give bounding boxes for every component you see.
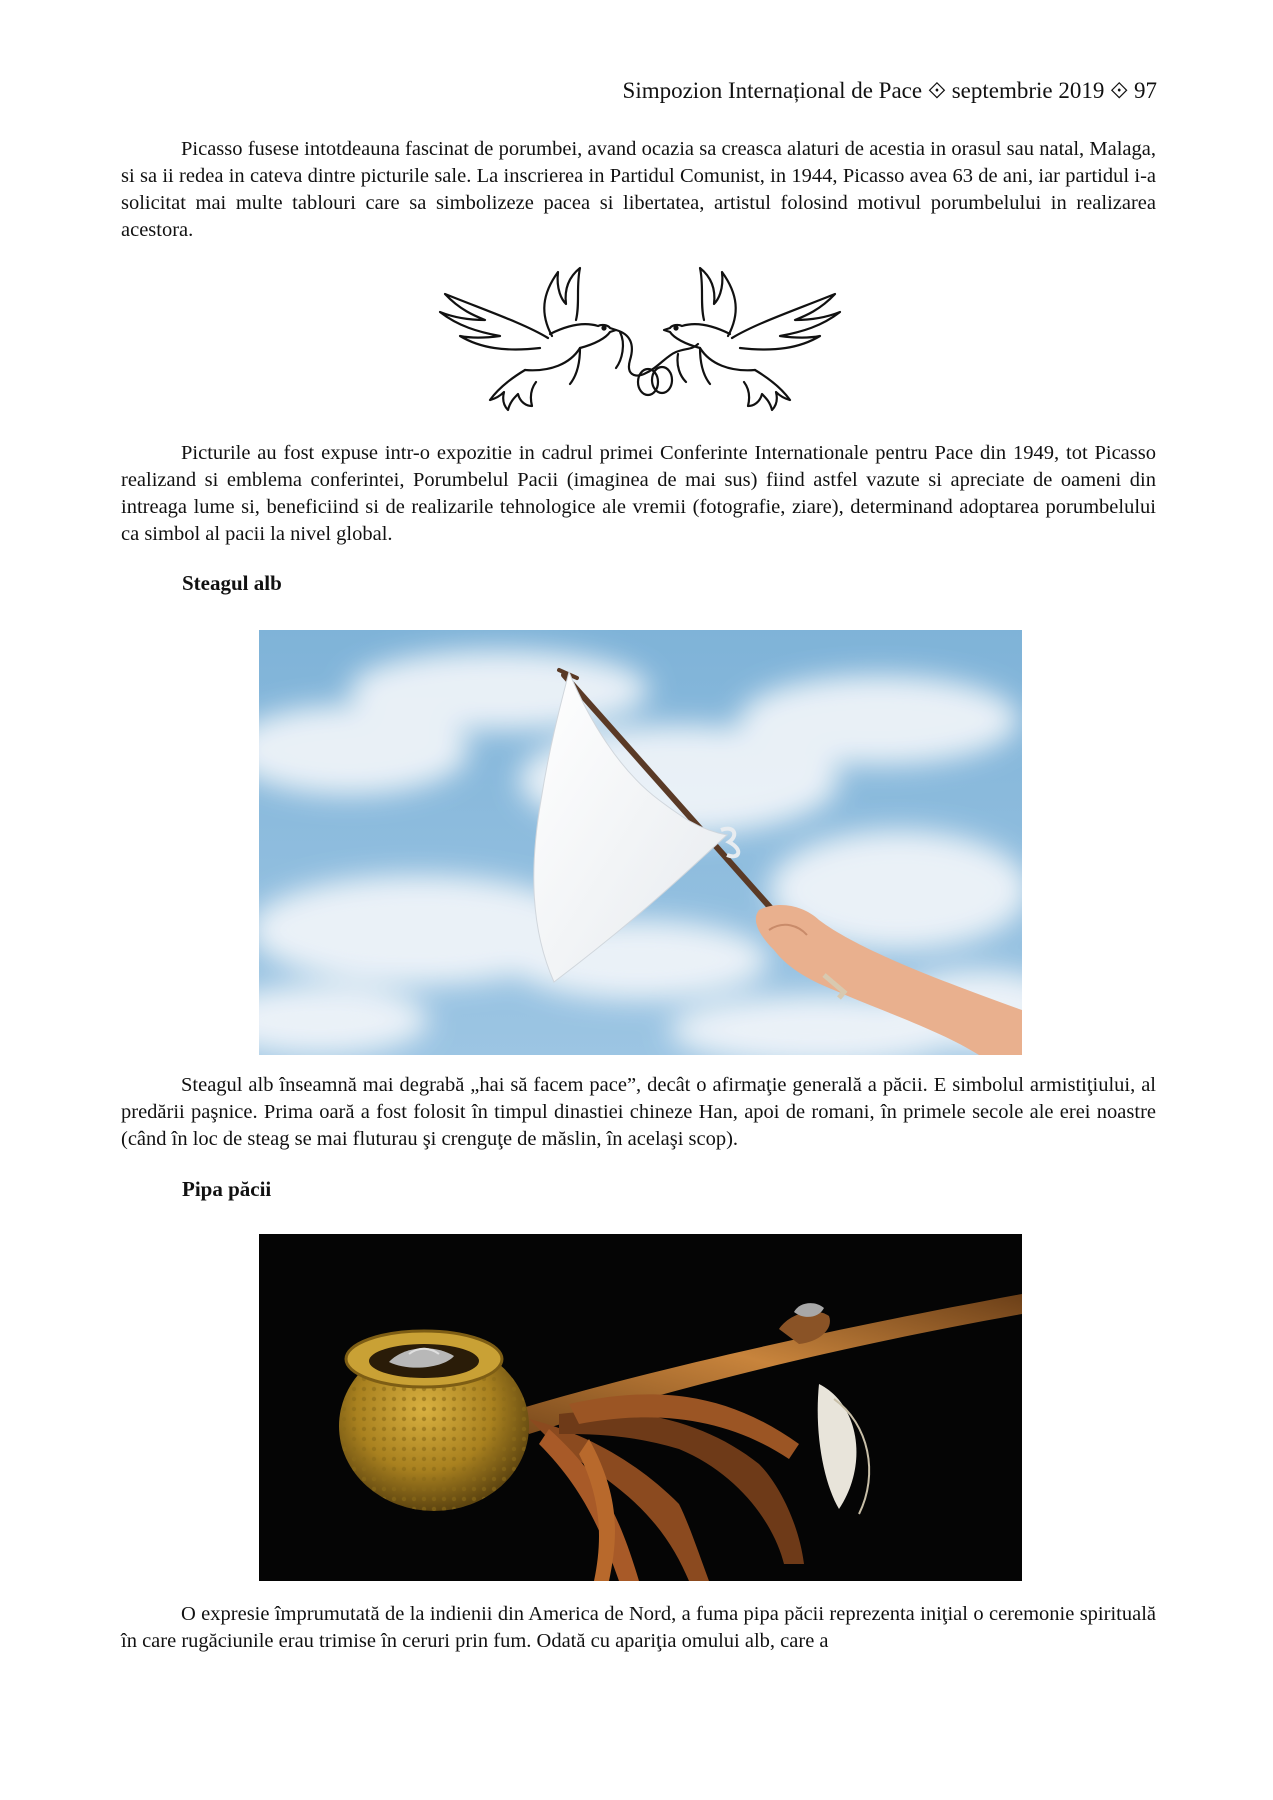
paragraph-picasso-conference: Picturile au fost expuse intr-o expozitie in cadrul primei Conferinte Internationale pentru Pace din 1949, tot Picasso realizand si emblema conferintei, Porumbelul Pacii (imaginea de mai sus) fiind astfel vazute si apreciate de oameni din intreaga lume si, beneficiind si de realizarile tehnologice ale vremii (fotografie, ziare), determinand adoptarea porumbelului ca simbol al pacii la nivel global.: [121, 442, 1156, 545]
paragraph-white-flag: Steagul alb înseamnă mai degrabă „hai să facem pace”, decât o afirmaţie generală a păcii. E simbolul armistiţiului, al predării paşnice. Prima oară a fost folosit în timpul dinastiei chineze Han, apoi de romani, în primele secole ale erei noastre (când în loc de steag se mai fluturau şi crenguţe de măslin, în acelaşi scop).: [121, 1074, 1156, 1150]
heading-peace-pipe: Pipa păcii: [182, 1177, 272, 1201]
peace-pipe-photo: [259, 1234, 1022, 1581]
paragraph-peace-pipe: O expresie împrumutată de la indienii din America de Nord, a fuma pipa păcii reprezenta iniţial o ceremonie spirituală în care rugăciunile erau trimise în ceruri prin fum. Odată cu apariţia omului alb, care a: [121, 1603, 1156, 1652]
running-header: Simpozion Internațional de Pace ⟐ septembrie 2019 ⟐ 97: [622, 78, 1157, 103]
paragraph-picasso-doves: Picasso fusese intotdeauna fascinat de porumbei, avand ocazia sa creasca alaturi de acestia in orasul sau natal, Malaga, si sa ii redea in cateva dintre picturile sale. La inscrierea in Partidul Comunist, in 1944, Picasso avea 63 de ani, iar partidul i-a solicitat mai multe tablouri care sa simbolizeze pacea si libertatea, artistul folosind motivul porumbelului in realizarea acestora.: [121, 138, 1156, 241]
heading-white-flag: Steagul alb: [182, 571, 282, 595]
white-flag-photo: [259, 630, 1022, 1055]
two-doves-with-rings-icon: [430, 264, 850, 424]
